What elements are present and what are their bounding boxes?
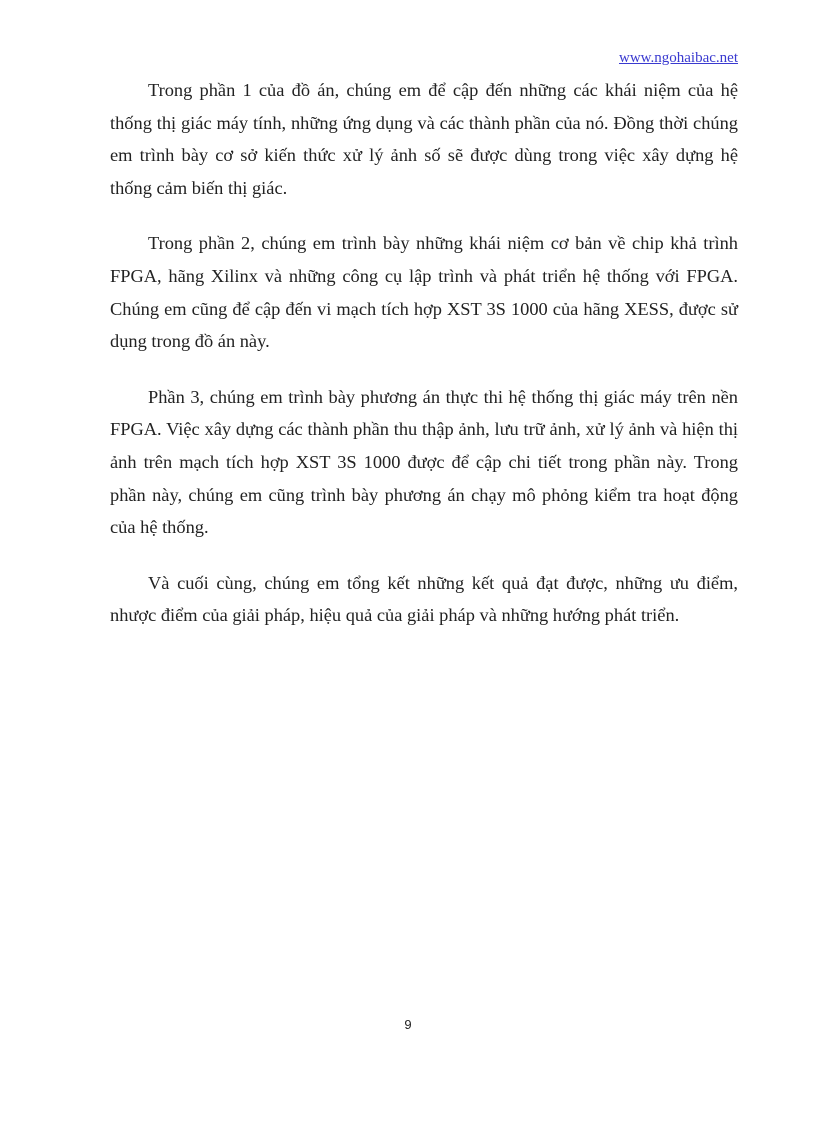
page-number: 9 <box>404 1017 412 1032</box>
document-body <box>110 74 738 655</box>
paragraph-part-1: Trong phần 1 của đồ án, chúng em để cập đến những các khái niệm của hệ thống thị giác máy tính, những ứng dụng và các thành phần của nó. Đồng thời chúng em trình bày cơ sở kiến thức xử lý ảnh số sẽ được dùng trong việc xây dựng hệ thống cảm biến thị giác. <box>110 80 738 198</box>
paragraph-conclusion: Và cuối cùng, chúng em tổng kết những kết quả đạt được, những ưu điểm, nhược điểm của giải pháp, hiệu quả của giải pháp và những hướng phát triển. <box>110 572 738 626</box>
paragraph-part-2: Trong phần 2, chúng em trình bày những khái niệm cơ bản về chip khả trình FPGA, hãng Xilinx và những công cụ lập trình và phát triển hệ thống với FPGA. Chúng em cũng để cập đến vi mạch tích hợp XST 3S 1000 của hãng XESS, được sử dụng trong đồ án này. <box>110 233 738 352</box>
website-link[interactable]: www.ngohaibac.net <box>619 50 738 66</box>
paragraph-part-3: Phần 3, chúng em trình bày phương án thực thi hệ thống thị giác máy trên nền FPGA. Việc xây dựng các thành phần thu thập ảnh, lưu trữ ảnh, xử lý ảnh và hiện thị ảnh trên mạch tích hợp XST 3S 1000 được để cập chi tiết trong phần này. Trong phần này, chúng em cũng trình bày phương án chạy mô phỏng kiểm tra hoạt động của hệ thống. <box>110 386 738 538</box>
